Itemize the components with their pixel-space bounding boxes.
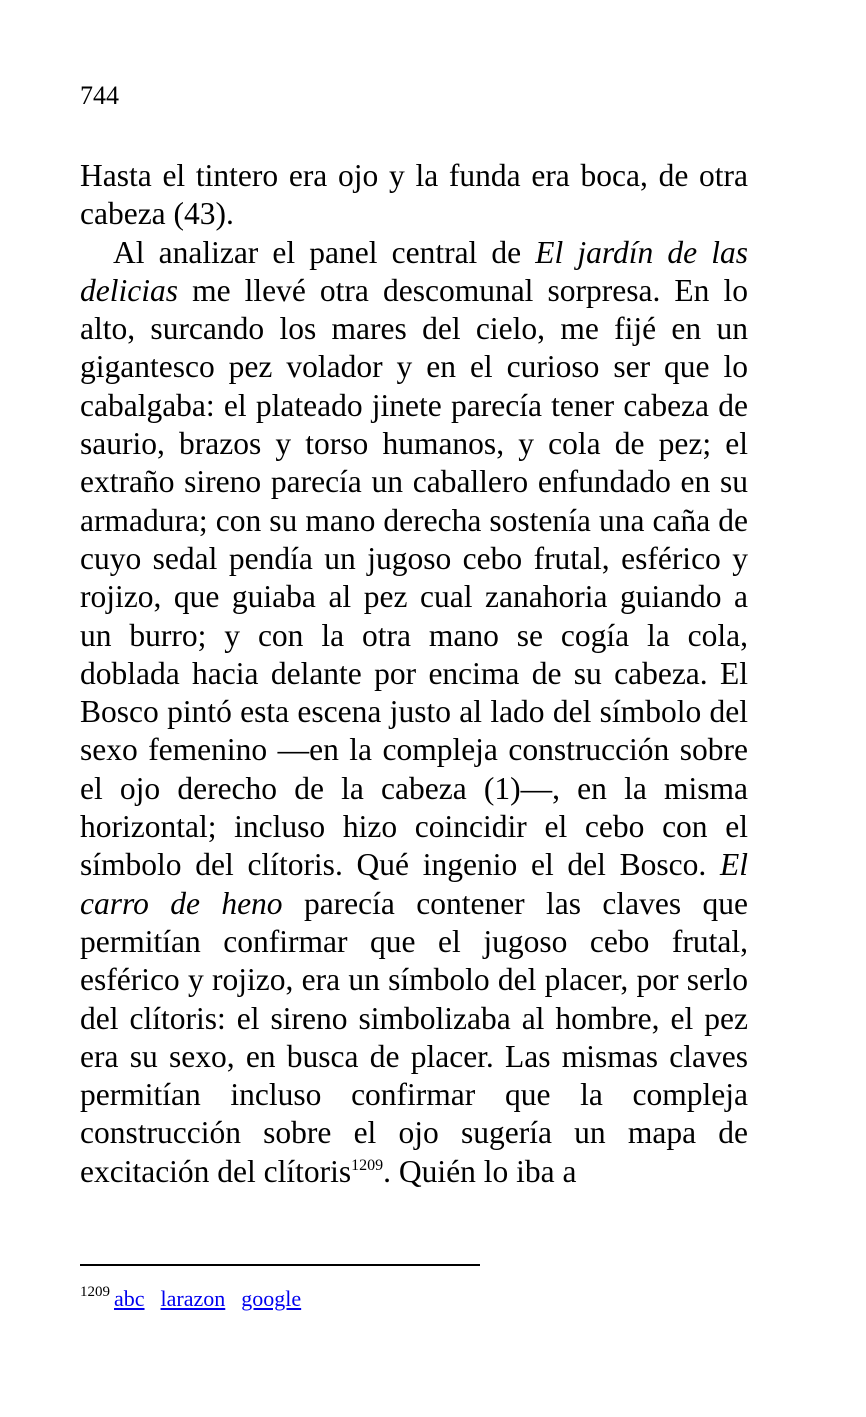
- footnote-number: 1209: [80, 1284, 110, 1300]
- paragraph-continuation: Hasta el tintero era ojo y la funda era boca, de otra cabeza (43).: [80, 158, 748, 232]
- paragraph-intro: Al analizar el panel central de: [113, 234, 536, 270]
- page-number: 744: [80, 81, 119, 110]
- footnote-link-larazon[interactable]: larazon: [160, 1286, 226, 1311]
- footnote-reference[interactable]: 1209: [351, 1156, 384, 1174]
- artwork-title-garden: El jardín de las delicias: [80, 234, 748, 308]
- artwork-title-hay-wain: El carro de heno: [80, 847, 748, 921]
- paragraph-part-c: . Quién lo iba a: [383, 1153, 577, 1189]
- paragraph-main: [80, 234, 748, 1191]
- paragraph-part-a: me llevé otra descomunal sorpresa. En lo alto, surcando los mares del cielo, me fijé en un gigantesco pez volador y en el curioso ser que lo cabalgaba: el plateado jinete parecía tener cabeza de saurio, brazos y torso humanos, y cola de pez; el extraño sireno parecía un caballero enfundado en su armadura; con su mano derecha sostenía una caña de cuyo sedal pendía un jugoso cebo frutal, esférico y rojizo, que guiaba al pez cual zanahoria guiando a un burro; y con la otra mano se cogía la cola, doblada hacia delante por encima de su cabeza. El Bosco pintó esta escena justo al lado del símbolo del sexo femenino —en la compleja construcción sobre el ojo derecho de la cabeza (1)—, en la misma horizontal; incluso hizo coincidir el cebo con el símbolo del clítoris. Qué ingenio el del Bosco.: [80, 272, 748, 883]
- footnote-link-google[interactable]: google: [241, 1286, 302, 1311]
- footnote-link-abc[interactable]: abc: [114, 1286, 145, 1311]
- footnote: [80, 1284, 313, 1314]
- footnote-divider: [80, 1264, 480, 1266]
- body-text: [80, 157, 748, 1191]
- paragraph-part-b: parecía contener las claves que permitían confirmar que el jugoso cebo frutal, esférico y rojizo, era un símbolo del placer, por serlo del clítoris: el sireno simbolizaba al hombre, el pez era su sexo, en busca de placer. Las mismas claves permitían incluso confirmar que la compleja construcción sobre el ojo sugería un mapa de excitación del clítoris: [80, 885, 748, 1189]
